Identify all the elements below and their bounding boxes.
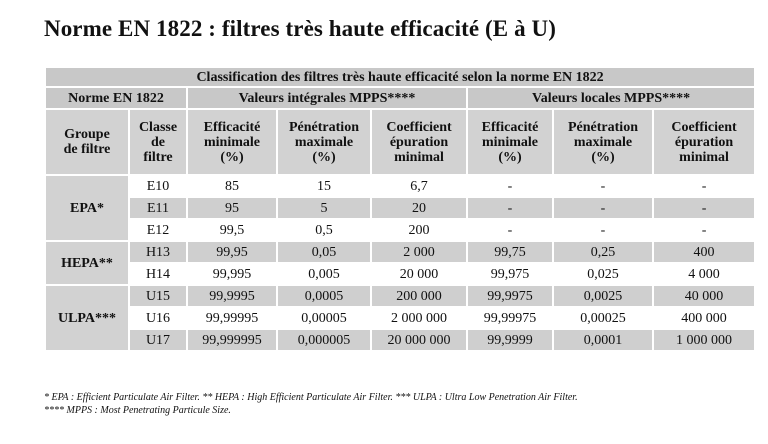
table-cell: 99,975 xyxy=(468,264,552,284)
class-cell: H14 xyxy=(130,264,186,284)
table-cell: 85 xyxy=(188,176,276,196)
local-penetration-header: Pénétration maximale (%) xyxy=(554,110,652,174)
local-values-header: Valeurs locales MPPS**** xyxy=(468,88,754,108)
table-cell: 0,5 xyxy=(278,220,370,240)
table-row xyxy=(46,220,754,240)
integral-efficiency-header: Efficacité minimale (%) xyxy=(188,110,276,174)
class-cell: E11 xyxy=(130,198,186,218)
class-cell: H13 xyxy=(130,242,186,262)
integral-values-header: Valeurs intégrales MPPS**** xyxy=(188,88,466,108)
table-cell: 0,00025 xyxy=(554,308,652,328)
table-cell: 99,9975 xyxy=(468,286,552,306)
table-cell: 1 000 000 xyxy=(654,330,754,350)
table-cell: 0,0005 xyxy=(278,286,370,306)
class-cell: E12 xyxy=(130,220,186,240)
filter-classification-table xyxy=(44,66,756,352)
table-cell: 95 xyxy=(188,198,276,218)
table-cell: 0,05 xyxy=(278,242,370,262)
table-cell: 99,5 xyxy=(188,220,276,240)
group-ulpa: ULPA*** xyxy=(46,286,128,350)
table-cell: 99,9995 xyxy=(188,286,276,306)
table-cell: 20 xyxy=(372,198,466,218)
table-cell: 2 000 xyxy=(372,242,466,262)
table-cell: 99,95 xyxy=(188,242,276,262)
table-cell: 400 000 xyxy=(654,308,754,328)
table-row xyxy=(46,198,754,218)
table-cell: 2 000 000 xyxy=(372,308,466,328)
table-cell: 0,005 xyxy=(278,264,370,284)
table-cell: 99,99975 xyxy=(468,308,552,328)
table-cell: 4 000 xyxy=(654,264,754,284)
class-cell: E10 xyxy=(130,176,186,196)
table-cell: 15 xyxy=(278,176,370,196)
table-row xyxy=(46,176,754,196)
table-cell: 20 000 xyxy=(372,264,466,284)
integral-penetration-header: Pénétration maximale (%) xyxy=(278,110,370,174)
table-cell: - xyxy=(468,198,552,218)
table-cell: 20 000 000 xyxy=(372,330,466,350)
table-cell: - xyxy=(654,176,754,196)
page-title: Norme EN 1822 : filtres très haute efficacité (E à U) xyxy=(44,16,556,41)
table-cell: - xyxy=(554,198,652,218)
footnote-mpps: **** MPPS : Most Penetrating Particule Size. xyxy=(44,405,231,416)
group-header: Groupe de filtre xyxy=(46,110,128,174)
table-cell: 99,9999 xyxy=(468,330,552,350)
local-coefficient-header: Coefficient épuration minimal xyxy=(654,110,754,174)
table-cell: 0,000005 xyxy=(278,330,370,350)
table-cell: 6,7 xyxy=(372,176,466,196)
class-cell: U17 xyxy=(130,330,186,350)
table-cell: - xyxy=(554,220,652,240)
class-cell: U15 xyxy=(130,286,186,306)
local-efficiency-header: Efficacité minimale (%) xyxy=(468,110,552,174)
table-cell: - xyxy=(654,220,754,240)
table-row xyxy=(46,308,754,328)
table-cell: 99,999995 xyxy=(188,330,276,350)
table-row xyxy=(46,242,754,262)
table-cell: 0,0001 xyxy=(554,330,652,350)
table-cell: - xyxy=(468,176,552,196)
table-cell: 200 000 xyxy=(372,286,466,306)
class-header: Classe de filtre xyxy=(130,110,186,174)
footnotes xyxy=(44,391,744,417)
group-hepa: HEPA** xyxy=(46,242,128,284)
table-cell: - xyxy=(468,220,552,240)
table-cell: 40 000 xyxy=(654,286,754,306)
table-cell: 99,99995 xyxy=(188,308,276,328)
norm-header: Norme EN 1822 xyxy=(46,88,186,108)
table-cell: - xyxy=(654,198,754,218)
table-caption: Classification des filtres très haute efficacité selon la norme EN 1822 xyxy=(46,68,754,86)
table-row xyxy=(46,330,754,350)
integral-coefficient-header: Coefficient épuration minimal xyxy=(372,110,466,174)
table-cell: 5 xyxy=(278,198,370,218)
footnote-abbreviations: * EPA : Efficient Particulate Air Filter. ** HEPA : High Efficient Particulate Air Filter. *** ULPA : Ultra Low Penetration Air Filter. xyxy=(44,392,578,403)
table-cell: - xyxy=(554,176,652,196)
group-epa: EPA* xyxy=(46,176,128,240)
table-cell: 99,75 xyxy=(468,242,552,262)
table-cell: 0,025 xyxy=(554,264,652,284)
table-cell: 400 xyxy=(654,242,754,262)
class-cell: U16 xyxy=(130,308,186,328)
table-cell: 0,0025 xyxy=(554,286,652,306)
table-cell: 99,995 xyxy=(188,264,276,284)
table-cell: 0,00005 xyxy=(278,308,370,328)
table-row xyxy=(46,264,754,284)
table-row xyxy=(46,286,754,306)
table-cell: 0,25 xyxy=(554,242,652,262)
table-cell: 200 xyxy=(372,220,466,240)
